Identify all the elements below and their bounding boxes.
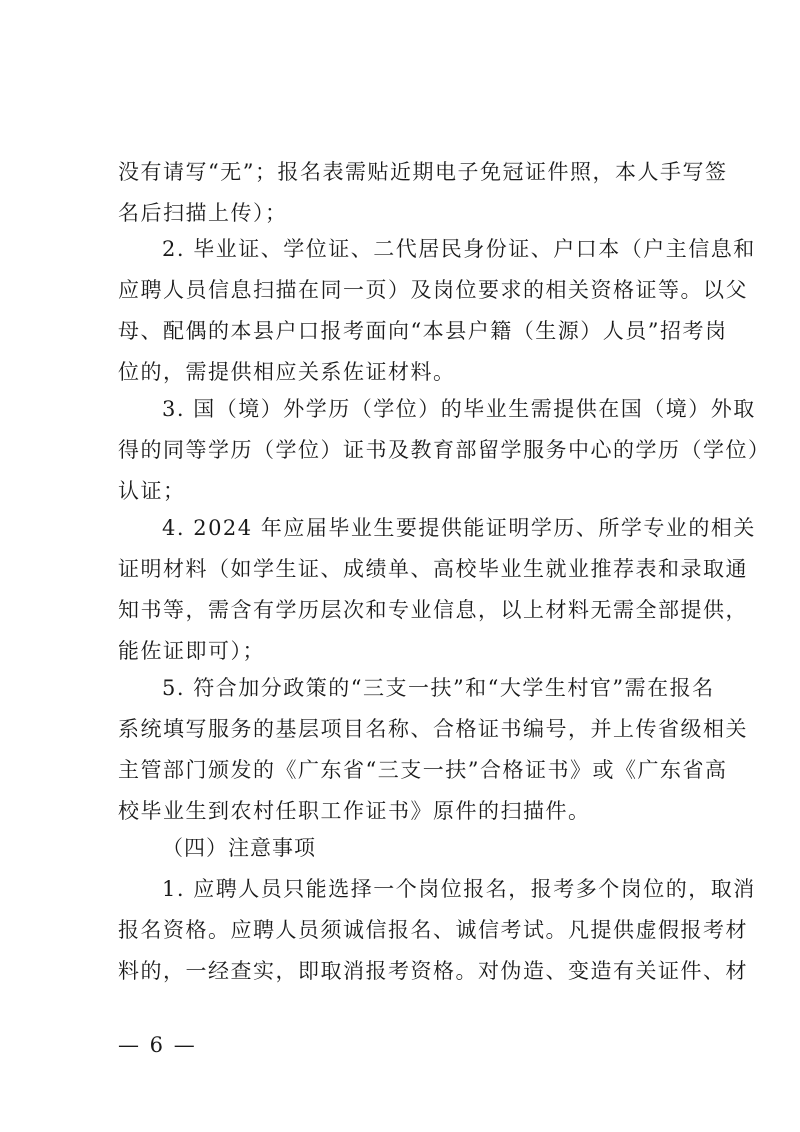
text-line: 料的，一经查实，即取消报考资格。对伪造、变造有关证件、材 [118,959,748,983]
text-line: 2. 毕业证、学位证、二代居民身份证、户口本（户主信息和 [162,237,756,261]
text-line: 得的同等学历（学位）证书及教育部留学服务中心的学历（学位） [118,438,771,462]
text-line: 应聘人员信息扫描在同一页）及岗位要求的相关资格证等。以父 [118,278,748,302]
text-line: 没有请写“无”；报名表需贴近期电子免冠证件照，本人手写签 [118,160,728,184]
text-line: 能佐证即可）； [118,639,265,663]
text-line: 知书等，需含有学历层次和专业信息，以上材料无需全部提供， [118,598,748,622]
text-line: 校毕业生到农村任职工作证书》原件的扫描件。 [118,799,591,823]
text-line: 母、配偶的本县户口报考面向“本县户籍（生源）人员”招考岗 [118,319,728,343]
text-line: 1. 应聘人员只能选择一个岗位报名，报考多个岗位的，取消 [162,877,756,901]
text-line: 系统填写服务的基层项目名称、合格证书编号，并上传省级相关 [118,717,748,741]
section-heading: （四）注意事项 [162,836,316,860]
text-line: 证明材料（如学生证、成绩单、高校毕业生就业推荐表和录取通 [118,557,748,581]
text-line: 位的，需提供相应关系佐证材料。 [118,360,456,384]
text-line: 主管部门颁发的《广东省“三支一扶”合格证书》或《广东省高 [118,758,728,782]
text-line: 认证； [118,479,186,503]
text-line: 3. 国（境）外学历（学位）的毕业生需提供在国（境）外取 [162,397,756,421]
page-number: — 6 — [118,1033,197,1057]
text-line: 名后扫描上传）； [118,201,288,225]
text-line: 4. 2024 年应届毕业生要提供能证明学历、所学专业的相关 [162,516,756,540]
text-line: 报名资格。应聘人员须诚信报名、诚信考试。凡提供虚假报考材 [118,918,748,942]
text-line: 5. 符合加分政策的“三支一扶”和“大学生村官”需在报名 [162,676,715,700]
